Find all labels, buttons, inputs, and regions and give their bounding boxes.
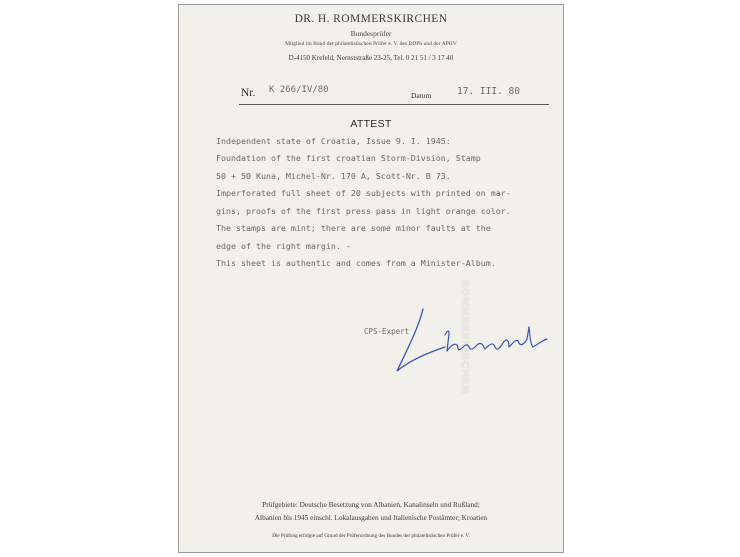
letterhead-title: Bundesprüfer <box>350 29 392 38</box>
attest-line: Independent state of Croatia, Issue 9. I. 1945: <box>216 136 451 146</box>
attest-line: This sheet is authentic and comes from a Minister-Album. <box>216 258 496 268</box>
attest-line: The stamps are mint; there are some minor faults at the <box>216 223 491 233</box>
signoff-title: CPS-Expert <box>364 327 410 336</box>
attest-line: Foundation of the first croatian Storm-Divsion, Stamp <box>216 153 481 163</box>
number-label: Nr. <box>241 87 256 99</box>
letterhead-name: DR. H. ROMMERSKIRCHEN <box>294 13 448 25</box>
date-label: Datum <box>411 91 432 100</box>
header-divider <box>239 104 549 105</box>
attest-line: 50 + 50 Kuna, Michel-Nr. 170 A, Scott-Nr. B 73. <box>216 171 451 181</box>
signature <box>389 301 555 379</box>
attest-line: Imperforated full sheet of 20 subjects with printed on mar- <box>216 188 511 198</box>
attest-line: edge of the right margin. - <box>216 241 351 251</box>
footer-fields-line-1: Prüfgebiete: Deutsche Besetzung von Albanien, Kanalinseln und Rußland; <box>262 500 480 509</box>
letterhead-address: D-4150 Krefeld, Nernststraße 23-25, Tel. 0 21 51 / 3 17 40 <box>288 54 454 62</box>
date-value: 17. III. 80 <box>457 86 520 97</box>
attest-heading: ATTEST <box>350 118 392 130</box>
number-value: K 266/IV/80 <box>269 85 329 95</box>
footer-note: Die Prüfung erfolgte auf Grund der Prüferordnung des Bundes der philatelistischen Prüfer e. V. <box>272 533 470 539</box>
attest-document <box>178 4 564 553</box>
attest-line: gins, proofs of the first press pass in light orange color. <box>216 206 511 216</box>
blind-embossed-stamp: ROMMERSKIRCHEN <box>459 280 471 394</box>
footer-fields-line-2: Albanien bis 1945 einschl. Lokalausgaben und Italienische Postämter; Kroatien <box>254 513 488 522</box>
letterhead-membership: Mitglied im Bund der philatelistischen Prüfer e. V. des BDPh und der APHV <box>285 41 457 47</box>
